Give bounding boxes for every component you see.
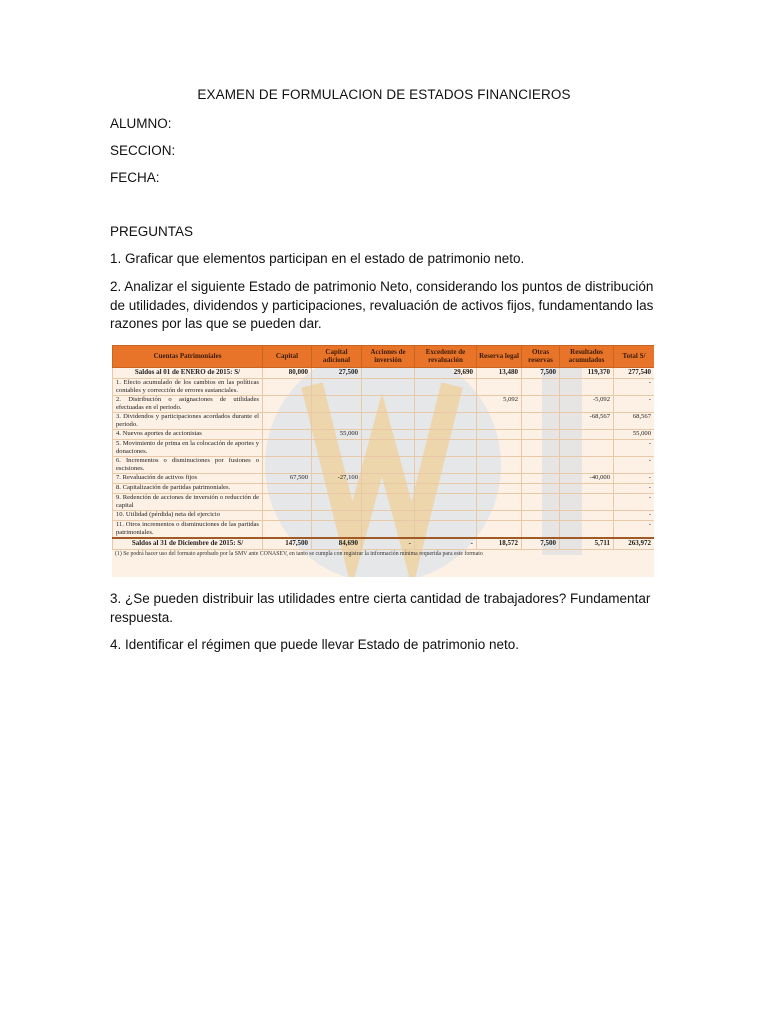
column-header: Resultados acumulados xyxy=(560,346,614,368)
value-cell: - xyxy=(614,511,655,521)
value-cell xyxy=(415,457,477,474)
value-cell xyxy=(263,521,312,539)
question-1: 1. Graficar que elementos participan en el estado de patrimonio neto. xyxy=(110,251,525,266)
value-cell: 119,370 xyxy=(560,368,614,379)
value-cell: - xyxy=(614,484,655,494)
value-cell xyxy=(522,494,560,511)
value-cell xyxy=(477,474,522,484)
value-cell xyxy=(477,521,522,539)
value-cell xyxy=(522,457,560,474)
value-cell: 13,480 xyxy=(477,368,522,379)
table-row xyxy=(113,430,655,440)
row-description-cell: 2. Distribución o asignaciones de utilidades efectuadas en el periodo. xyxy=(113,396,263,413)
value-cell xyxy=(263,396,312,413)
table-footnote: (1) Se podrá hacer uso del formato aprobado por la SMV ante CONASEV, en tanto se cumpla con registrar la información mínima requerida para este formato xyxy=(115,551,483,557)
value-cell: - xyxy=(614,379,655,396)
value-cell xyxy=(560,484,614,494)
value-cell xyxy=(362,413,415,430)
value-cell xyxy=(560,511,614,521)
value-cell: 5,711 xyxy=(560,538,614,550)
value-cell xyxy=(415,379,477,396)
value-cell xyxy=(522,511,560,521)
table-row xyxy=(113,538,655,550)
value-cell: 55,000 xyxy=(312,430,362,440)
value-cell xyxy=(362,484,415,494)
value-cell xyxy=(477,379,522,396)
value-cell xyxy=(263,413,312,430)
value-cell: - xyxy=(614,440,655,457)
value-cell xyxy=(362,511,415,521)
value-cell xyxy=(560,521,614,539)
table-row xyxy=(113,379,655,396)
seccion-label: SECCION: xyxy=(110,143,176,158)
value-cell xyxy=(312,440,362,457)
value-cell xyxy=(560,440,614,457)
value-cell: 68,567 xyxy=(614,413,655,430)
value-cell: -27,100 xyxy=(312,474,362,484)
exam-title: EXAMEN DE FORMULACION DE ESTADOS FINANCIEROS xyxy=(197,87,571,102)
table-row xyxy=(113,494,655,511)
question-2: 2. Analizar el siguiente Estado de patrimonio Neto, considerando los puntos de distribución de utilidades, dividendos y participaciones, revaluación de activos fijos, fundamentando las razones por las que se pueden dar. xyxy=(110,279,654,331)
column-header: Otras reservas xyxy=(522,346,560,368)
column-header: Excedente de revaluación xyxy=(415,346,477,368)
row-description-cell: 6. Incrementos o disminuciones por fusiones o escisiones. xyxy=(113,457,263,474)
value-cell xyxy=(522,430,560,440)
value-cell xyxy=(362,521,415,539)
value-cell: 277,540 xyxy=(614,368,655,379)
value-cell: 67,500 xyxy=(263,474,312,484)
value-cell xyxy=(522,379,560,396)
column-header: Total S/ xyxy=(614,346,655,368)
row-description-cell: 5. Movimiento de prima en la colocación de aportes y donaciones. xyxy=(113,440,263,457)
value-cell: -5,092 xyxy=(560,396,614,413)
table-row xyxy=(113,440,655,457)
value-cell xyxy=(415,413,477,430)
value-cell xyxy=(312,521,362,539)
row-description-cell: 8. Capitalización de partidas patrimoniales. xyxy=(113,484,263,494)
column-header: Acciones de inversión xyxy=(362,346,415,368)
value-cell xyxy=(362,474,415,484)
table-row xyxy=(113,368,655,379)
row-description-cell: 3. Dividendos y participaciones acordados durante el periodo. xyxy=(113,413,263,430)
value-cell: 55,000 xyxy=(614,430,655,440)
value-cell xyxy=(560,430,614,440)
value-cell xyxy=(362,430,415,440)
value-cell: -40,000 xyxy=(560,474,614,484)
value-cell xyxy=(263,440,312,457)
row-description-cell: Saldos al 31 de Diciembre de 2015: S/ xyxy=(113,538,263,550)
equity-statement-table-image xyxy=(112,345,654,577)
preguntas-heading: PREGUNTAS xyxy=(110,224,194,239)
value-cell xyxy=(263,379,312,396)
value-cell: 147,500 xyxy=(263,538,312,550)
value-cell xyxy=(415,494,477,511)
value-cell xyxy=(522,521,560,539)
value-cell xyxy=(477,511,522,521)
value-cell xyxy=(522,440,560,457)
table-row xyxy=(113,521,655,539)
value-cell: - xyxy=(415,538,477,550)
value-cell xyxy=(263,484,312,494)
value-cell xyxy=(263,494,312,511)
row-description-cell: 10. Utilidad (pérdida) neta del ejercicio xyxy=(113,511,263,521)
equity-table xyxy=(112,345,654,550)
value-cell xyxy=(312,379,362,396)
value-cell xyxy=(263,511,312,521)
value-cell: 27,500 xyxy=(312,368,362,379)
value-cell: - xyxy=(614,521,655,539)
value-cell: - xyxy=(614,474,655,484)
value-cell: 18,572 xyxy=(477,538,522,550)
table-header-row xyxy=(113,346,655,368)
value-cell: 263,972 xyxy=(614,538,655,550)
value-cell xyxy=(415,430,477,440)
value-cell xyxy=(415,511,477,521)
column-header: Cuentas Patrimoniales xyxy=(113,346,263,368)
value-cell xyxy=(312,484,362,494)
value-cell xyxy=(522,484,560,494)
value-cell xyxy=(522,474,560,484)
row-description-cell: 9. Redención de acciones de inversión o reducción de capital xyxy=(113,494,263,511)
column-header: Capital xyxy=(263,346,312,368)
row-description-cell: 11. Otros incrementos o disminuciones de las partidas patrimoniales. xyxy=(113,521,263,539)
value-cell: 84,690 xyxy=(312,538,362,550)
value-cell: -68,567 xyxy=(560,413,614,430)
value-cell xyxy=(415,484,477,494)
value-cell xyxy=(415,474,477,484)
value-cell xyxy=(477,430,522,440)
value-cell: - xyxy=(614,494,655,511)
value-cell xyxy=(415,396,477,413)
value-cell xyxy=(362,368,415,379)
value-cell: 5,092 xyxy=(477,396,522,413)
value-cell xyxy=(415,521,477,539)
value-cell xyxy=(477,440,522,457)
value-cell xyxy=(263,430,312,440)
value-cell xyxy=(312,413,362,430)
table-row xyxy=(113,413,655,430)
question-3: 3. ¿Se pueden distribuir las utilidades entre cierta cantidad de trabajadores? Fundamentar respuesta. xyxy=(110,591,651,625)
table-row xyxy=(113,484,655,494)
alumno-label: ALUMNO: xyxy=(110,116,172,131)
column-header: Reserva legal xyxy=(477,346,522,368)
value-cell xyxy=(362,494,415,511)
value-cell xyxy=(312,511,362,521)
value-cell xyxy=(560,457,614,474)
row-description-cell: Saldos al 01 de ENERO de 2015: S/ xyxy=(113,368,263,379)
value-cell: 7,500 xyxy=(522,368,560,379)
value-cell xyxy=(522,396,560,413)
row-description-cell: 7. Revaluación de activos fijos xyxy=(113,474,263,484)
value-cell xyxy=(362,457,415,474)
row-description-cell: 1. Efecto acumulado de los cambios en las políticas contables y corrección de errores sustanciales. xyxy=(113,379,263,396)
fecha-label: FECHA: xyxy=(110,170,160,185)
value-cell xyxy=(312,396,362,413)
table-row xyxy=(113,396,655,413)
value-cell xyxy=(362,396,415,413)
value-cell: - xyxy=(362,538,415,550)
value-cell: 80,000 xyxy=(263,368,312,379)
value-cell xyxy=(477,457,522,474)
value-cell xyxy=(477,494,522,511)
row-description-cell: 4. Nuevos aportes de accionistas xyxy=(113,430,263,440)
value-cell: 29,690 xyxy=(415,368,477,379)
value-cell xyxy=(362,440,415,457)
value-cell xyxy=(362,379,415,396)
value-cell xyxy=(312,457,362,474)
value-cell xyxy=(560,494,614,511)
table-row xyxy=(113,474,655,484)
value-cell xyxy=(560,379,614,396)
value-cell xyxy=(477,413,522,430)
table-row xyxy=(113,511,655,521)
question-4: 4. Identificar el régimen que puede llevar Estado de patrimonio neto. xyxy=(110,637,520,652)
value-cell: 7,500 xyxy=(522,538,560,550)
value-cell xyxy=(312,494,362,511)
value-cell: - xyxy=(614,457,655,474)
table-row xyxy=(113,457,655,474)
value-cell: - xyxy=(614,396,655,413)
value-cell xyxy=(415,440,477,457)
value-cell xyxy=(263,457,312,474)
value-cell xyxy=(522,413,560,430)
value-cell xyxy=(477,484,522,494)
column-header: Capital adicional xyxy=(312,346,362,368)
